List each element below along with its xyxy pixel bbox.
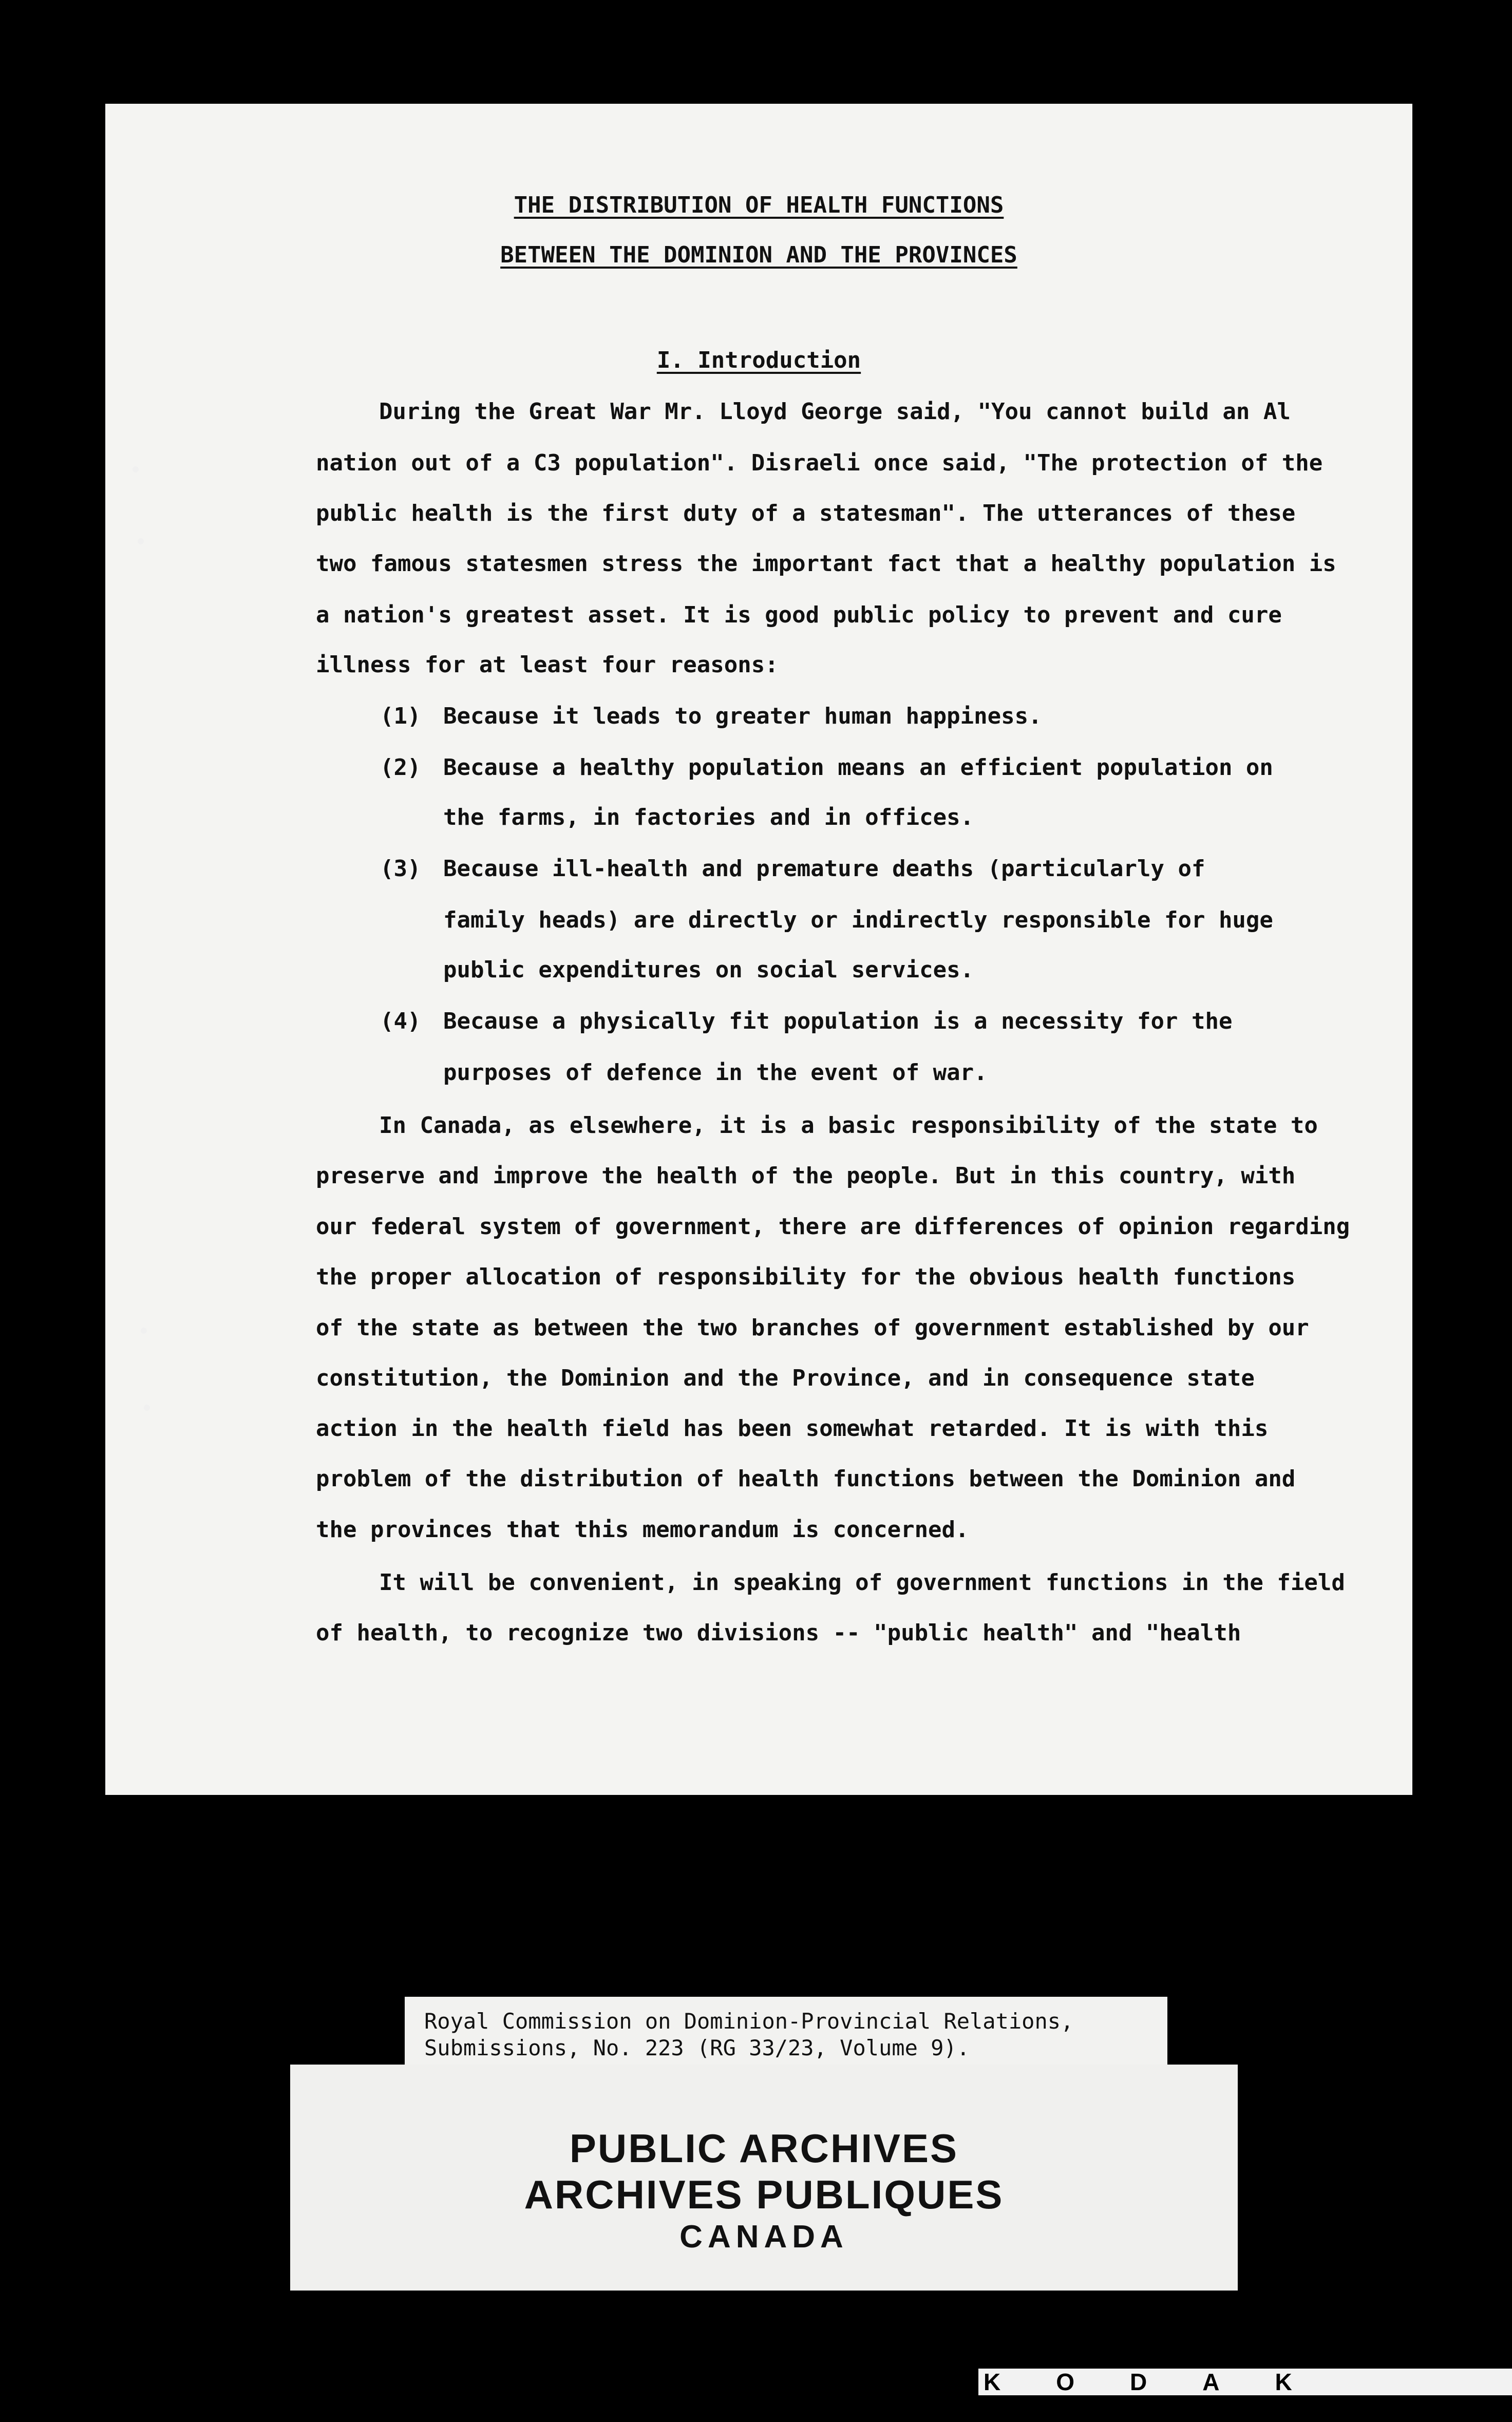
margin-mark <box>133 466 139 472</box>
film-edge-text: KODAK SAF <box>984 2369 1348 2422</box>
source-citation-slip <box>405 1997 1167 2071</box>
section-heading: I. Introduction <box>656 347 861 373</box>
paragraph-line: In Canada, as elsewhere, it is a basic responsibility of the state to <box>379 1112 1318 1139</box>
reason-number: (3) <box>380 856 421 882</box>
paragraph-line: constitution, the Dominion and the Province, and in consequence state <box>316 1365 1255 1391</box>
margin-mark <box>144 1405 150 1411</box>
paragraph-line: During the Great War Mr. Lloyd George said, "You cannot build an Al <box>379 399 1291 425</box>
paragraph-line: of health, to recognize two divisions -- "public health" and "health <box>316 1620 1241 1646</box>
paragraph-line: our federal system of government, there are differences of opinion regarding <box>316 1214 1350 1240</box>
reason-line: public expenditures on social services. <box>443 957 974 983</box>
archive-stamp <box>290 2065 1238 2291</box>
paragraph-line: It will be convenient, in speaking of government functions in the field <box>379 1569 1345 1596</box>
paragraph-line: preserve and improve the health of the people. But in this country, with <box>316 1163 1296 1189</box>
reason-line: Because it leads to greater human happiness. <box>443 703 1042 729</box>
reason-line: Because ill-health and premature deaths (particularly of <box>443 856 1205 882</box>
reason-number: (1) <box>380 703 421 729</box>
reason-line: Because a physically fit population is a necessity for the <box>443 1008 1233 1034</box>
paragraph-line: action in the health field has been somewhat retarded. It is with this <box>316 1415 1269 1442</box>
paragraph-line: the provinces that this memorandum is concerned. <box>316 1517 969 1543</box>
paragraph-line: two famous statesmen stress the important fact that a healthy population is <box>316 551 1336 577</box>
paragraph-line: a nation's greatest asset. It is good public policy to prevent and cure <box>316 602 1282 628</box>
reason-line: family heads) are directly or indirectly responsible for huge <box>443 907 1273 933</box>
citation-line-1: Royal Commission on Dominion-Provincial Relations, <box>424 2009 1074 2034</box>
reason-number: (4) <box>380 1008 421 1034</box>
margin-mark <box>141 1328 147 1334</box>
stamp-line-1: PUBLIC ARCHIVES <box>569 2126 959 2171</box>
paragraph-line: public health is the first duty of a statesman". The utterances of these <box>316 500 1296 526</box>
paragraph-line: of the state as between the two branches of government established by our <box>316 1315 1309 1341</box>
document-page <box>105 104 1412 1795</box>
reason-number: (2) <box>380 754 421 781</box>
document-title-line-1: THE DISTRIBUTION OF HEALTH FUNCTIONS <box>514 192 1004 218</box>
film-edge-marking <box>978 2369 1512 2422</box>
reason-line: purposes of defence in the event of war. <box>443 1059 988 1086</box>
stamp-line-2: ARCHIVES PUBLIQUES <box>524 2172 1004 2217</box>
document-title-line-2: BETWEEN THE DOMINION AND THE PROVINCES <box>500 242 1017 268</box>
paragraph-line: problem of the distribution of health functions between the Dominion and <box>316 1466 1296 1492</box>
paragraph-line: the proper allocation of responsibility for the obvious health functions <box>316 1264 1296 1290</box>
stamp-line-3: CANADA <box>679 2219 848 2255</box>
margin-mark <box>138 538 144 544</box>
citation-line-2: Submissions, No. 223 (RG 33/23, Volume 9). <box>424 2035 970 2060</box>
reason-line: Because a healthy population means an efficient population on <box>443 754 1273 781</box>
reason-line: the farms, in factories and in offices. <box>443 804 974 830</box>
paragraph-line: nation out of a C3 population". Disraeli once said, "The protection of the <box>316 450 1323 476</box>
paragraph-line: illness for at least four reasons: <box>316 652 779 678</box>
